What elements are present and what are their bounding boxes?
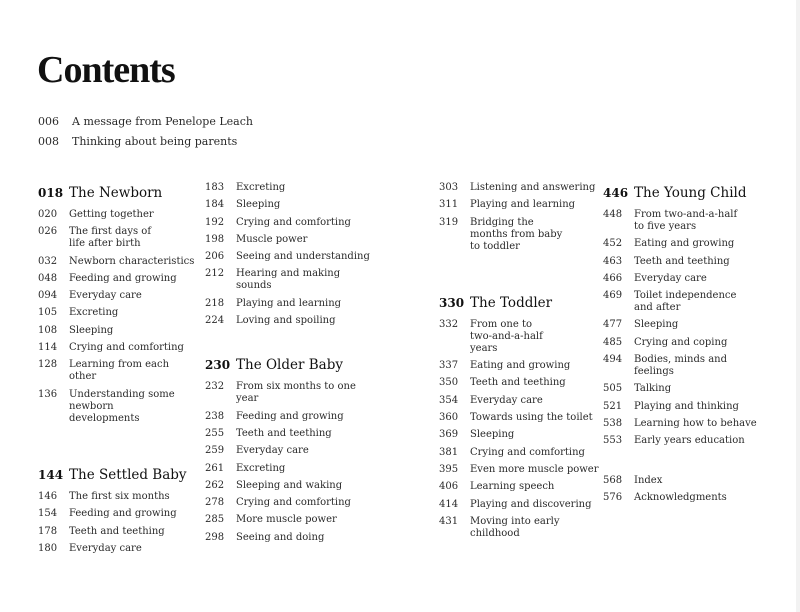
toc-entry[interactable]	[603, 354, 763, 378]
page-number: 262	[205, 479, 225, 491]
toc-entry[interactable]	[205, 182, 375, 194]
section-page: 330	[439, 295, 465, 310]
section-page: 446	[603, 186, 629, 200]
page-number: 477	[603, 319, 623, 331]
toc-entry[interactable]	[205, 315, 375, 327]
page-number: 311	[439, 199, 459, 211]
page-number: 224	[205, 315, 225, 327]
entry-title: Even more muscle power	[470, 463, 599, 475]
entry-title: Feeding and growing	[236, 410, 344, 422]
toc-entry[interactable]	[205, 298, 375, 310]
entry-title: Crying and comforting	[69, 342, 184, 354]
toc-entry[interactable]	[603, 209, 745, 233]
entry-title: Teeth and teething	[470, 377, 566, 389]
page-number: 319	[439, 216, 459, 228]
page-number: 048	[38, 272, 58, 284]
toc-entry[interactable]	[439, 429, 599, 441]
page-number: 494	[603, 354, 623, 366]
page-number: 448	[603, 209, 623, 220]
page-number: 568	[603, 474, 623, 486]
entry-title: Everyday care	[470, 394, 543, 406]
toc-entry[interactable]	[603, 418, 763, 430]
page-number: 154	[38, 508, 58, 520]
toc-entry[interactable]	[38, 389, 178, 425]
section-title: The Young Child	[634, 185, 747, 201]
toc-column-2	[205, 182, 375, 549]
entry-title: Everyday care	[634, 272, 707, 284]
entry-title: Talking	[634, 383, 672, 395]
page-number: 452	[603, 238, 623, 250]
toc-entry[interactable]	[38, 508, 198, 520]
toc-entry[interactable]	[439, 516, 599, 540]
entry-title: Index	[634, 474, 663, 486]
section-title: The Older Baby	[236, 357, 343, 374]
page-number: 026	[38, 226, 58, 238]
page-number: 278	[205, 497, 225, 509]
page-number: 431	[439, 515, 459, 527]
toc-entry[interactable]	[603, 401, 763, 413]
section-title: The Settled Baby	[69, 466, 187, 483]
section-heading-newborn[interactable]	[38, 182, 198, 206]
entry-title: Playing and learning	[236, 297, 342, 309]
entry-title: Eating and growing	[470, 360, 571, 372]
entry-title: Learning from each other	[69, 359, 170, 383]
page-number: 369	[439, 429, 459, 441]
entry-title: Loving and spoiling	[236, 315, 336, 327]
page-number: 463	[603, 255, 623, 267]
page-number: 184	[205, 199, 225, 211]
entry-title: Sleeping	[236, 199, 281, 211]
entry-title: Towards using the toilet	[470, 412, 593, 424]
entry-title: More muscle power	[236, 514, 337, 526]
page-number: 259	[205, 445, 225, 457]
page-number: 360	[439, 412, 459, 424]
entry-title: Hearing and making sounds	[236, 268, 341, 292]
entry-title: Crying and coping	[634, 336, 728, 348]
toc-entry[interactable]	[38, 273, 198, 285]
entry-title: From two-and-a-half to five years	[634, 209, 738, 232]
entry-title: Playing and learning	[470, 199, 576, 211]
entry-title: From one to two-and-a-half years	[470, 318, 543, 354]
entry-title: Sleeping and waking	[236, 479, 343, 491]
entry-title: Teeth and teething	[69, 525, 165, 537]
entry-title: The first days of life after birth	[69, 226, 152, 250]
section-heading-toddler[interactable]	[439, 292, 599, 316]
page-number: 285	[205, 514, 225, 526]
page-number: 020	[38, 209, 58, 220]
entry-title: A message from Penelope Leach	[72, 115, 253, 128]
page-number: 332	[439, 318, 459, 330]
page-number: 354	[439, 394, 459, 406]
entry-title: Moving into early childhood	[470, 515, 560, 539]
toc-column-3	[439, 182, 599, 545]
entry-title: Crying and comforting	[236, 216, 351, 228]
entry-title: Seeing and doing	[236, 531, 325, 543]
toc-entry[interactable]	[38, 132, 253, 152]
entry-title: Getting together	[69, 209, 154, 220]
toc-entry[interactable]	[439, 499, 599, 511]
page-number: 255	[205, 427, 225, 439]
toc-entry[interactable]	[439, 360, 599, 372]
page-number: 381	[439, 446, 459, 458]
page-number: 128	[38, 359, 58, 371]
toc-entry[interactable]	[205, 514, 375, 526]
entry-title: Learning how to behave	[634, 417, 757, 429]
toc-entry[interactable]	[205, 268, 375, 292]
entry-title: Feeding and growing	[69, 508, 177, 520]
toc-entry-index[interactable]	[603, 475, 763, 487]
page-number: 350	[439, 377, 459, 389]
entry-title: Acknowledgments	[634, 491, 727, 503]
page-number: 414	[439, 498, 459, 510]
toc-column-1	[38, 182, 198, 560]
toc-entry[interactable]	[439, 319, 551, 355]
toc-entry[interactable]	[603, 238, 763, 250]
page-number: 238	[205, 410, 225, 422]
toc-entry[interactable]	[205, 532, 375, 544]
toc-entry[interactable]	[439, 412, 599, 424]
toc-entry[interactable]	[38, 526, 198, 538]
page-number: 146	[38, 490, 58, 502]
page-number: 553	[603, 435, 623, 447]
page-number: 576	[603, 491, 623, 503]
toc-entry[interactable]	[205, 428, 375, 440]
section-heading-older-baby[interactable]	[205, 354, 375, 378]
page-number: 303	[439, 182, 459, 193]
toc-entry[interactable]	[205, 251, 375, 263]
entry-title: Teeth and teething	[236, 427, 332, 439]
toc-entry[interactable]	[439, 217, 567, 253]
entry-title: Toilet independence and after	[634, 290, 737, 314]
entry-title: Bodies, minds and feelings	[634, 354, 728, 378]
toc-entry[interactable]	[205, 199, 375, 211]
entry-title: Crying and comforting	[470, 446, 585, 458]
entry-title: Sleeping	[470, 429, 515, 441]
toc-entry[interactable]	[205, 480, 375, 492]
toc-entry[interactable]	[603, 273, 763, 285]
entry-title: Excreting	[69, 307, 119, 319]
page-number: 094	[38, 290, 58, 302]
entry-title: Seeing and understanding	[236, 251, 370, 263]
page-number: 298	[205, 531, 225, 543]
toc-entry[interactable]	[603, 319, 763, 331]
toc-entry[interactable]	[38, 256, 198, 268]
entry-title: Muscle power	[236, 233, 308, 245]
toc-entry[interactable]	[439, 182, 599, 194]
page-number: 180	[38, 542, 58, 554]
entry-title: Bridging the months from baby to toddler	[470, 216, 563, 252]
page-number: 261	[205, 462, 225, 474]
entry-title: Understanding some newborn developments	[69, 388, 175, 424]
entry-title: Feeding and growing	[69, 272, 177, 284]
entry-title: Playing and thinking	[634, 400, 739, 412]
toc-entry[interactable]	[38, 543, 198, 555]
section-heading-young-child[interactable]	[603, 182, 763, 206]
page-number: 183	[205, 182, 225, 193]
page-number: 466	[603, 272, 623, 284]
entry-title: From six months to one year	[236, 381, 356, 405]
entry-title: Excreting	[236, 462, 286, 474]
page-number: 232	[205, 381, 225, 393]
toc-entry[interactable]	[205, 497, 375, 509]
toc-entry[interactable]	[38, 290, 198, 302]
toc-entry[interactable]	[38, 209, 198, 221]
toc-entry[interactable]	[603, 256, 763, 268]
entry-title: Newborn characteristics	[69, 255, 195, 267]
page-number: 469	[603, 290, 623, 302]
entry-title: Listening and answering	[470, 182, 596, 193]
page-number: 008	[38, 135, 59, 148]
toc-entry[interactable]	[205, 445, 375, 457]
page-number: 136	[38, 388, 58, 400]
page-number: 212	[205, 268, 225, 280]
section-page: 144	[38, 467, 64, 482]
page-number: 406	[439, 481, 459, 493]
section-title: The Toddler	[470, 294, 553, 311]
page-number: 218	[205, 297, 225, 309]
toc-entry[interactable]	[205, 217, 375, 229]
toc-entry[interactable]	[38, 491, 198, 503]
page-number: 192	[205, 216, 225, 228]
entry-title: Everyday care	[69, 542, 142, 554]
toc-entry[interactable]	[439, 199, 599, 211]
page-number: 206	[205, 251, 225, 263]
intro-list	[38, 112, 253, 152]
section-title: The Newborn	[69, 185, 163, 201]
toc-entry[interactable]	[38, 325, 198, 337]
entry-title: Learning speech	[470, 481, 555, 493]
page-number: 032	[38, 255, 58, 267]
toc-entry[interactable]	[205, 381, 375, 405]
toc-entry[interactable]	[439, 377, 599, 389]
toc-entry[interactable]	[439, 447, 599, 459]
toc-entry[interactable]	[205, 463, 375, 475]
toc-entry[interactable]	[38, 112, 253, 132]
page-number: 485	[603, 336, 623, 348]
page-number: 114	[38, 342, 58, 354]
section-heading-settled-baby[interactable]	[38, 464, 198, 488]
page-number: 337	[439, 360, 459, 372]
toc-entry[interactable]	[38, 226, 168, 250]
entry-title: Eating and growing	[634, 238, 735, 250]
toc-entry[interactable]	[38, 359, 198, 383]
page-number: 521	[603, 400, 623, 412]
page-number: 105	[38, 307, 58, 319]
entry-title: Crying and comforting	[236, 497, 351, 509]
entry-title: Sleeping	[634, 319, 679, 331]
toc-entry[interactable]	[439, 481, 599, 493]
page-number: 538	[603, 417, 623, 429]
entry-title: Everyday care	[69, 290, 142, 302]
toc-entry[interactable]	[38, 307, 198, 319]
entry-title: The first six months	[69, 490, 170, 502]
page-number: 178	[38, 525, 58, 537]
page-number: 006	[38, 115, 59, 128]
page-number: 505	[603, 383, 623, 395]
page-title: Contents	[37, 49, 175, 91]
toc-entry[interactable]	[205, 411, 375, 423]
toc-entry[interactable]	[439, 395, 599, 407]
page-edge	[796, 0, 800, 612]
page-number: 108	[38, 324, 58, 336]
toc-entry[interactable]	[603, 337, 763, 349]
page-number: 198	[205, 233, 225, 245]
toc-entry[interactable]	[603, 290, 738, 314]
toc-entry[interactable]	[603, 435, 763, 447]
entry-title: Excreting	[236, 182, 286, 193]
entry-title: Playing and discovering	[470, 498, 592, 510]
section-page: 230	[205, 358, 231, 373]
toc-column-4	[603, 182, 763, 509]
section-page: 018	[38, 186, 64, 200]
entry-title: Sleeping	[69, 324, 114, 336]
entry-title: Thinking about being parents	[72, 135, 238, 148]
toc-entry[interactable]	[439, 464, 599, 476]
entry-title: Teeth and teething	[634, 255, 730, 267]
toc-entry[interactable]	[603, 383, 763, 395]
toc-entry[interactable]	[38, 342, 198, 354]
toc-entry[interactable]	[205, 234, 375, 246]
entry-title: Early years education	[634, 435, 745, 447]
page-number: 395	[439, 463, 459, 475]
toc-entry-acknowledgments[interactable]	[603, 492, 763, 504]
entry-title: Everyday care	[236, 445, 309, 457]
